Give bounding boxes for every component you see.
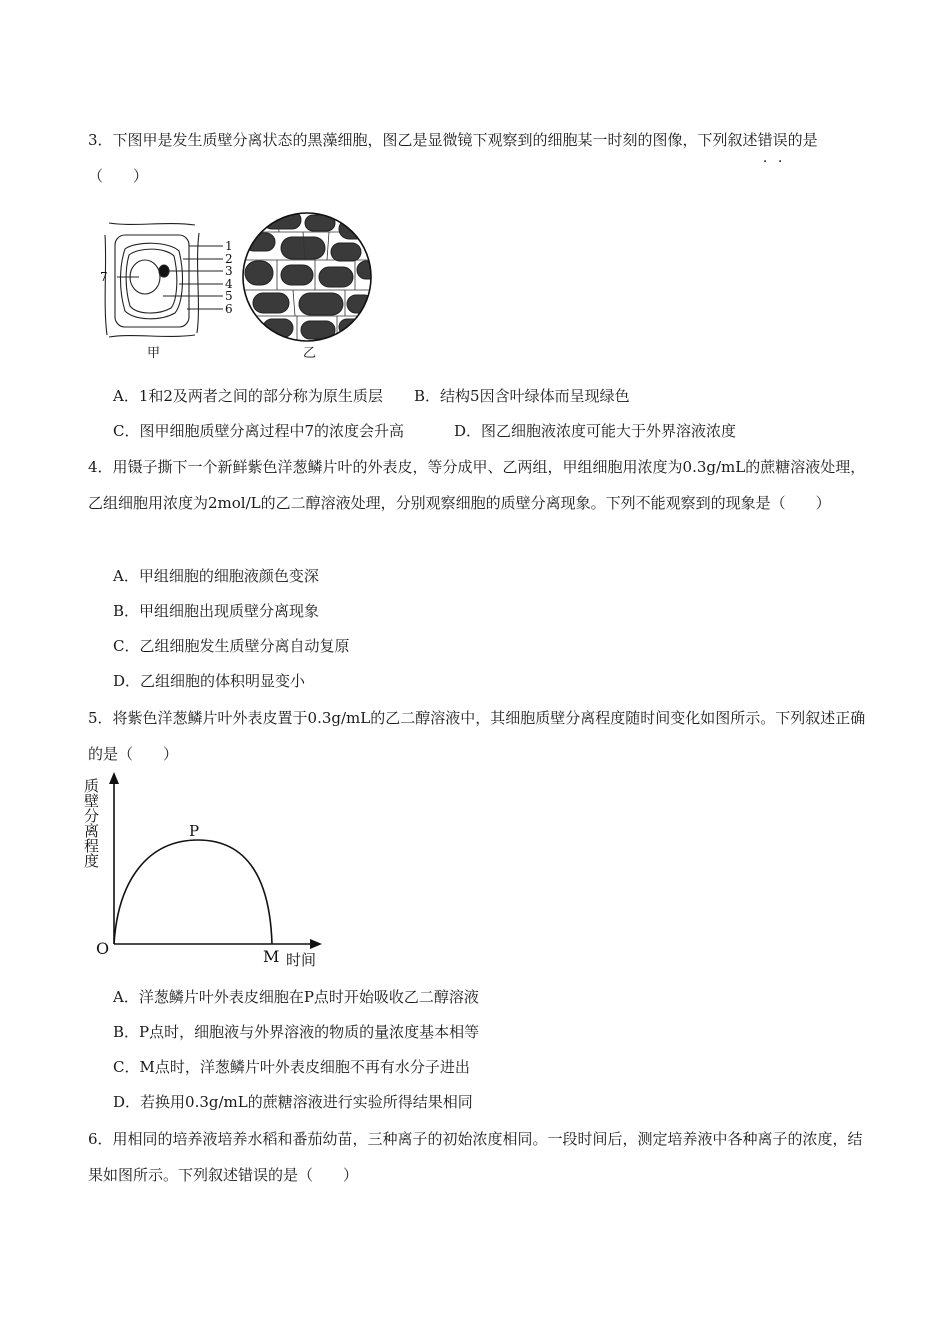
label-2: 2	[225, 252, 233, 266]
y-axis-label: 质壁分离程度	[82, 778, 100, 868]
label-5: 5	[225, 289, 233, 303]
q4-option-b[interactable]: B．甲组细胞出现质壁分离现象	[113, 602, 320, 620]
q3-option-d[interactable]: D．图乙细胞液浓度可能大于外界溶液浓度	[454, 422, 737, 440]
q3-emph-char-1: 错	[757, 131, 773, 149]
y-axis-arrow	[109, 772, 119, 784]
q5-option-a[interactable]: A．洋葱鳞片叶外表皮细胞在P点时开始吸收乙二醇溶液	[113, 988, 479, 1006]
q3-option-a[interactable]: A．1和2及两者之间的部分称为原生质层	[113, 387, 383, 405]
peak-label: P	[189, 822, 200, 840]
figure-yi-microscope-view	[243, 211, 379, 343]
q3-cell-figure	[95, 205, 395, 370]
q5-option-b[interactable]: B．P点时，细胞液与外界溶液的物质的量浓度基本相等	[113, 1023, 480, 1041]
q4-option-c[interactable]: C．乙组细胞发生质壁分离自动复原	[113, 637, 350, 655]
q3-stem-tail: 的是（ ）	[88, 131, 818, 185]
figure-jia-pointer-lines	[117, 246, 223, 309]
figure-jia-cell	[105, 223, 199, 337]
q5-option-d[interactable]: D．若换用0.3g/mL的蔗糖溶液进行实验所得结果相同	[113, 1093, 473, 1111]
label-yi: 乙	[303, 346, 317, 361]
plasmolysis-curve	[114, 840, 272, 944]
question-4-stem: 4．用镊子撕下一个新鲜紫色洋葱鳞片叶的外表皮，等分成甲、乙两组，甲组细胞用浓度为0.3g/mL的蔗糖溶液处理，乙组细胞用浓度为2mol/L的乙二醇溶液处理，分别观察细胞的质壁分离现象。下列不能观察到的现象是（ ）	[88, 458, 866, 512]
q3-emph-char-2: 误	[772, 131, 788, 149]
q5-option-c[interactable]: C．M点时，洋葱鳞片叶外表皮细胞不再有水分子进出	[113, 1058, 470, 1076]
question-6-stem: 6．用相同的培养液培养水稻和番茄幼苗，三种离子的初始浓度相同。一段时间后，测定培养液中各种离子的浓度，结果如图所示。下列叙述错误的是（ ）	[88, 1130, 863, 1184]
label-7: 7	[100, 270, 108, 284]
label-jia: 甲	[147, 346, 161, 361]
label-1: 1	[225, 239, 233, 253]
q4-option-d[interactable]: D．乙组细胞的体积明显变小	[113, 672, 306, 690]
question-3-stem	[88, 122, 868, 194]
x-axis-label: 时间	[286, 951, 317, 969]
origin-label: O	[96, 939, 110, 958]
label-3: 3	[225, 264, 233, 278]
q5-plasmolysis-chart	[82, 770, 338, 975]
question-5-stem: 5．将紫色洋葱鳞片叶外表皮置于0.3g/mL的乙二醇溶液中，其细胞质壁分离程度随时间变化如图所示。下列叙述正确的是（ ）	[88, 709, 866, 763]
end-label: M	[263, 947, 280, 966]
label-4: 4	[225, 277, 233, 291]
q3-option-c[interactable]: C．图甲细胞质壁分离过程中7的浓度会升高	[113, 422, 405, 440]
x-axis-arrow	[310, 939, 322, 949]
q3-option-b[interactable]: B．结构5因含叶绿体而呈现绿色	[414, 387, 630, 405]
q3-stem-text: 3．下图甲是发生质壁分离状态的黑藻细胞，图乙是显微镜下观察到的细胞某一时刻的图像，下列叙述	[88, 131, 758, 149]
label-6: 6	[225, 302, 233, 316]
q4-option-a[interactable]: A．甲组细胞的细胞液颜色变深	[113, 567, 319, 585]
